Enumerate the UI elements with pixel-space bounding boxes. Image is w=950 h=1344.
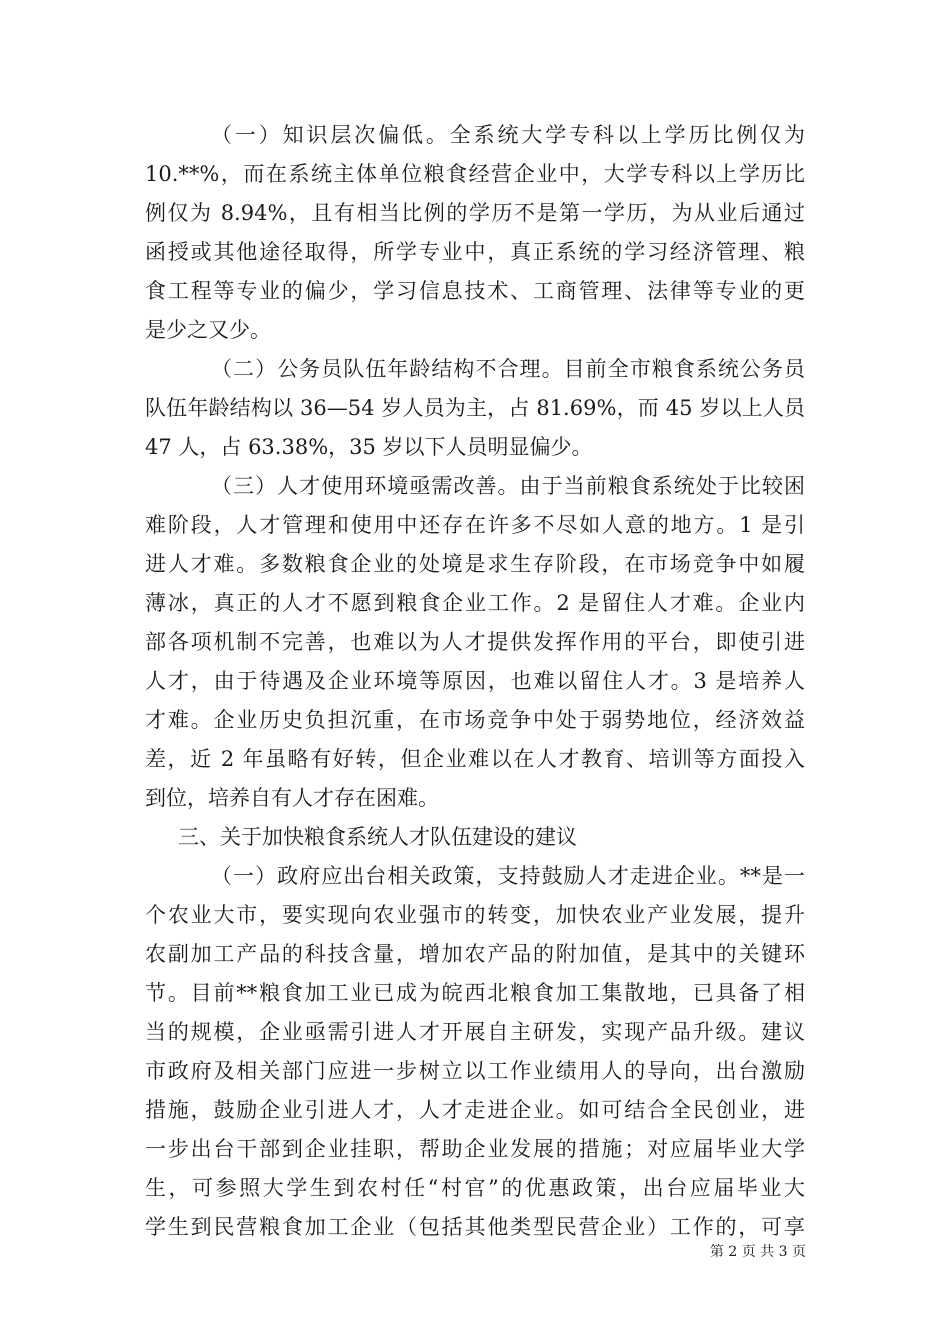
paragraph-policy-line-6: 市政府及相关部门应进一步树立以工作业绩用人的导向，出台激励 — [145, 1059, 805, 1083]
paragraph-environment-line-2: 难阶段，人才管理和使用中还存在许多不尽如人意的地方。1 是引 — [145, 513, 805, 537]
paragraph-policy-line-5: 当的规模，企业亟需引进人才开展自主研发，实现产品升级。建议 — [145, 1020, 805, 1044]
paragraph-knowledge-line-6: 是少之又少。 — [145, 318, 271, 342]
paragraph-knowledge-line-1: （一）知识层次偏低。全系统大学专科以上学历比例仅为 — [211, 123, 805, 147]
paragraph-policy-line-3: 农副加工产品的科技含量，增加农产品的附加值，是其中的关键环 — [145, 942, 805, 966]
paragraph-environment-line-5: 部各项机制不完善，也难以为人才提供发挥作用的平台，即使引进 — [145, 630, 805, 654]
paragraph-policy-line-9: 生，可参照大学生到农村任“村官”的优惠政策，出台应届毕业大 — [145, 1176, 805, 1200]
paragraph-knowledge-line-5: 食工程等专业的偏少，学习信息技术、工商管理、法律等专业的更 — [145, 279, 805, 303]
paragraph-environment-line-7: 才难。企业历史负担沉重，在市场竞争中处于弱势地位，经济效益 — [145, 708, 805, 732]
paragraph-age-line-1: （二）公务员队伍年龄结构不合理。目前全市粮食系统公务员 — [211, 357, 805, 381]
paragraph-environment-line-1: （三）人才使用环境亟需改善。由于当前粮食系统处于比较困 — [211, 474, 805, 498]
paragraph-environment-line-3: 进人才难。多数粮食企业的处境是求生存阶段，在市场竞争中如履 — [145, 552, 805, 576]
paragraph-age-line-2: 队伍年龄结构以 36—54 岁人员为主，占 81.69%，而 45 岁以上人员 — [145, 396, 805, 420]
paragraph-policy-line-4: 节。目前**粮食加工业已成为皖西北粮食加工集散地，已具备了相 — [145, 981, 805, 1005]
section-heading-3: 三、关于加快粮食系统人才队伍建设的建议 — [178, 825, 577, 849]
paragraph-environment-line-6: 人才，由于待遇及企业环境等原因，也难以留住人才。3 是培养人 — [145, 669, 805, 693]
page-number: 第 2 页 共 3 页 — [709, 1244, 806, 1260]
paragraph-age-line-3: 47 人，占 63.38%，35 岁以下人员明显偏少。 — [145, 435, 593, 459]
paragraph-knowledge-line-3: 例仅为 8.94%，且有相当比例的学历不是第一学历，为从业后通过 — [145, 201, 805, 225]
paragraph-policy-line-2: 个农业大市，要实现向农业强市的转变，加快农业产业发展，提升 — [145, 903, 805, 927]
paragraph-knowledge-line-2: 10.**%，而在系统主体单位粮食经营企业中，大学专科以上学历比 — [145, 162, 805, 186]
paragraph-policy-line-1: （一）政府应出台相关政策，支持鼓励人才走进企业。**是一 — [211, 864, 805, 888]
paragraph-environment-line-4: 薄冰，真正的人才不愿到粮食企业工作。2 是留住人才难。企业内 — [145, 591, 805, 615]
paragraph-policy-line-7: 措施，鼓励企业引进人才，人才走进企业。如可结合全民创业，进 — [145, 1098, 805, 1122]
paragraph-knowledge-line-4: 函授或其他途径取得，所学专业中，真正系统的学习经济管理、粮 — [145, 240, 805, 264]
paragraph-environment-line-9: 到位，培养自有人才存在困难。 — [145, 786, 439, 810]
paragraph-policy-line-10: 学生到民营粮食加工企业（包括其他类型民营企业）工作的，可享 — [145, 1215, 805, 1239]
paragraph-environment-line-8: 差，近 2 年虽略有好转，但企业难以在人才教育、培训等方面投入 — [145, 747, 805, 771]
paragraph-policy-line-8: 一步出台干部到企业挂职，帮助企业发展的措施；对应届毕业大学 — [145, 1137, 805, 1161]
